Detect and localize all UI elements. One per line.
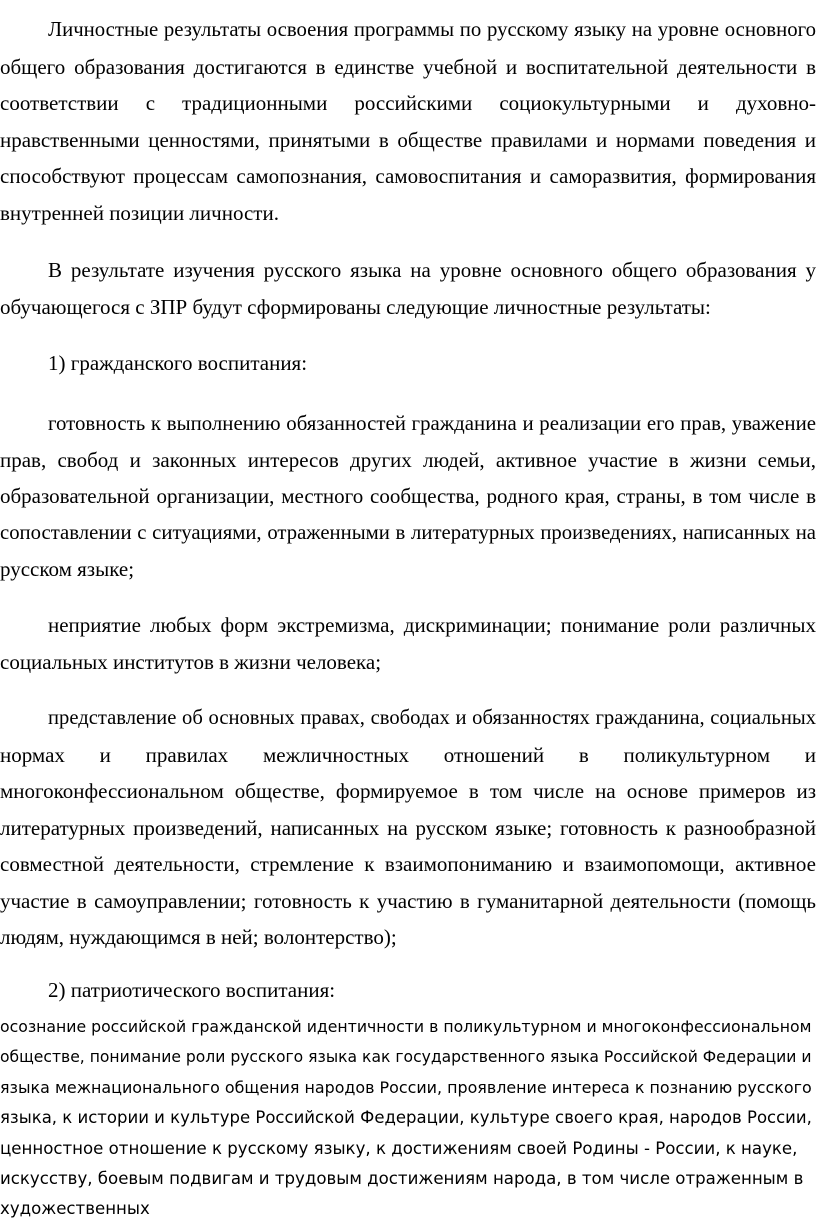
text-line: 1) гражданского воспитания: [48, 351, 308, 375]
heading-civic-education [0, 345, 816, 382]
text-line: обществе, понимание роли русского языка как государственного языка Российской Федерации и [0, 1048, 812, 1067]
paragraph-rights-representation [0, 700, 816, 956]
text-line: готовность к выполнению обязанностей гражданина и реализации его прав, уважение [48, 411, 816, 435]
text-line: искусству, боевым подвигам и трудовым достижениям народа, в том числе отраженным в [0, 1169, 804, 1189]
text-line: способствуют процессам самопознания, самовоспитания и саморазвития, формирования [0, 164, 816, 188]
text-line: В результате изучения русского языка на уровне основного общего образования у [48, 258, 816, 282]
text-line: образовательной организации, местного сообщества, родного края, страны, в том числе в [0, 484, 816, 508]
paragraph-rejection-extremism [0, 607, 816, 680]
text-line: многоконфессиональном обществе, формируемое в том числе на основе примеров из [0, 779, 816, 803]
text-line: прав, свобод и законных интересов других людей, активное участие в жизни семьи, [0, 447, 816, 472]
text-line: внутренней позиции личности. [0, 200, 279, 225]
text-line: языка межнационального общения народов России, проявление интереса к познанию русского [0, 1077, 812, 1097]
text-line: общего образования достигаются в единстве учебной и воспитательной деятельности в [0, 54, 816, 79]
text-line: сопоставлении с ситуациями, отраженными в литературных произведениях, написанных на [0, 521, 816, 544]
text-line: осознание российской гражданской идентичности в поликультурном и многоконфессиональном [0, 1017, 812, 1036]
text-line: участие в самоуправлении; готовность к участию в гуманитарной деятельности (помощь [0, 888, 816, 913]
text-line: ценностное отношение к русскому языку, к достижениям своей Родины - России, к науке, [0, 1138, 798, 1158]
text-line: обучающегося с ЗПР будут сформированы следующие личностные результаты: [0, 294, 711, 319]
text-line: соответствии с традиционными российскими социокультурными и духовно- [0, 91, 816, 115]
text-line: нравственными ценностями, принятыми в обществе правилами и нормами поведения и [0, 127, 816, 152]
paragraph-personal-results [0, 12, 816, 231]
text-line: 2) патриотического воспитания: [48, 978, 336, 1002]
text-line: неприятие любых форм экстремизма, дискриминации; понимание роли различных [48, 613, 816, 637]
text-line: совместной деятельности, стремление к взаимопониманию и взаимопомощи, активное [0, 852, 816, 876]
text-line: литературных произведений, написанных на русском языке; готовность к разнообразной [0, 815, 816, 840]
paragraph-readiness [0, 405, 816, 588]
text-line: людям, нуждающимся в ней; волонтерство); [0, 925, 397, 949]
paragraph-study-results [0, 252, 816, 325]
text-line: представление об основных правах, свободах и обязанностях гражданина, социальных [48, 707, 816, 729]
text-line: нормах и правилах межличностных отношений в поликультурном и [0, 742, 816, 767]
heading-patriotic-education [0, 972, 816, 1009]
paragraph-civic-identity [0, 1012, 816, 1225]
text-line: русском языке; [0, 557, 135, 581]
text-line: языка, к истории и культуре Российской Федерации, культуре своего края, народов России, [0, 1108, 812, 1128]
text-line: социальных институтов в жизни человека; [0, 649, 382, 674]
text-line: художественных [0, 1199, 150, 1219]
text-line: Личностные результаты освоения программы по русскому языку на уровне основного [48, 18, 816, 41]
